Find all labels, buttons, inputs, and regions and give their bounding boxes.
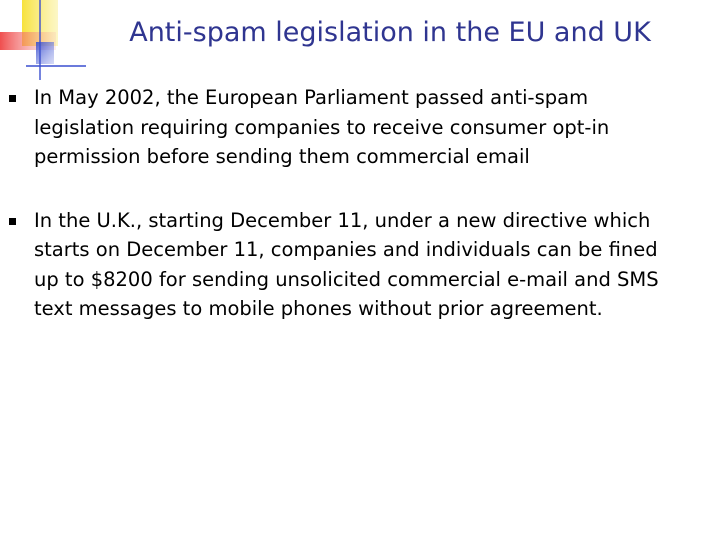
bullet-line: In the U.K., starting December 11, under a new directive which — [34, 208, 651, 232]
bullet-line: up to $8200 for sending unsolicited commercial e-mail and SMS — [34, 267, 659, 291]
bullet-line: In May 2002, the European Parliament passed anti-spam — [34, 86, 589, 109]
bullet-text — [34, 206, 720, 324]
bullet-line: text messages to mobile phones without prior agreement. — [34, 297, 603, 320]
slide-title: Anti-spam legislation in the EU and UK — [129, 17, 651, 48]
bullet-item-uk — [0, 206, 720, 324]
bullet-line: permission before sending them commercial email — [34, 145, 530, 168]
square-bullet-icon — [9, 218, 16, 225]
square-bullet-icon — [9, 95, 16, 102]
bullet-list — [0, 83, 720, 358]
bullet-line: starts on December 11, companies and individuals can be fined — [34, 238, 658, 261]
bullet-line: legislation requiring companies to receive consumer opt-in — [34, 115, 610, 139]
bullet-text — [34, 83, 720, 172]
bullet-item-eu — [0, 83, 720, 172]
